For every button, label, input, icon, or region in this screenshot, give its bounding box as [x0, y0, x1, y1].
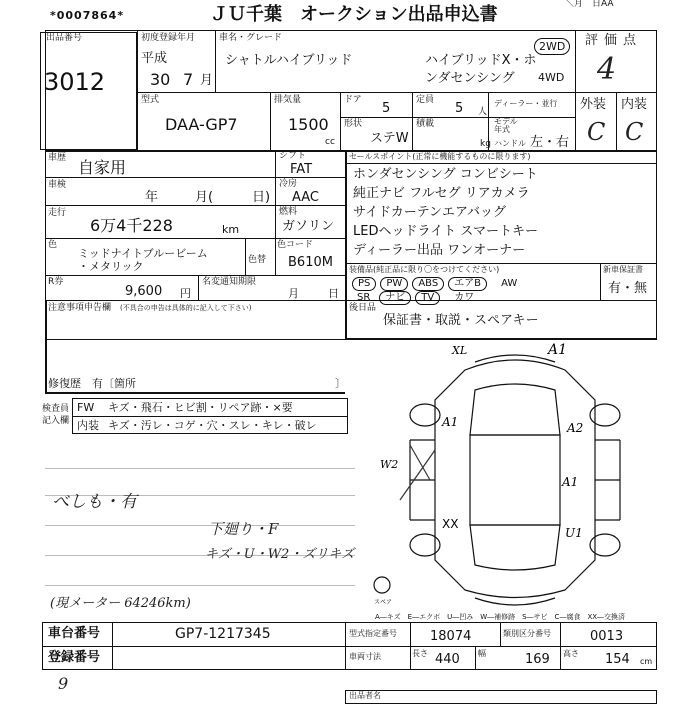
first-reg-month: 7	[183, 70, 194, 89]
equip-pw: PW	[380, 277, 408, 291]
spare-label: スペア	[374, 599, 393, 606]
lot-label: 出品番号	[46, 33, 83, 43]
interior-items: キズ・汚レ・コゲ・穴・スレ・キレ・破レ	[108, 419, 317, 432]
sales-point-5: ディーラー出品 ワンオーナー	[353, 243, 526, 258]
type-designation-value: 18074	[430, 629, 472, 644]
footer-box	[345, 690, 657, 704]
barcode-id: *0007864*	[50, 9, 125, 22]
diagram-mark-a2: A2	[567, 421, 584, 435]
rating-label: 評価点	[585, 33, 643, 48]
history-value: 自家用	[78, 158, 127, 177]
car-name-label: 車名・グレード	[219, 33, 283, 43]
first-reg-era: 平成	[141, 51, 168, 66]
height-label: 高さ	[563, 649, 579, 658]
interior-inspect-label: 内装	[77, 419, 99, 432]
type-designation-label: 型式指定番号	[349, 629, 397, 638]
length-label: 長さ	[412, 649, 428, 658]
doors-value: 5	[382, 101, 391, 116]
notes-sublabel: (不具合の申告は具体的に記入して下さい)	[120, 304, 252, 312]
rating-value: 4	[597, 52, 617, 87]
doors-label: ドア	[344, 95, 362, 105]
color-label: 色	[48, 240, 58, 250]
displacement-unit: cc	[325, 137, 335, 147]
repair-close: 〕	[335, 377, 346, 390]
handwritten-note-3: キズ・U・W2・ズリキズ	[205, 547, 355, 562]
mileage-value: 6万4千228	[90, 216, 173, 235]
dealer-label: ディーラー・並行	[494, 99, 558, 108]
mileage-unit: km	[222, 223, 240, 236]
lot-number: 3012	[44, 68, 106, 96]
inspection-label: 車検	[48, 180, 67, 190]
name-change-day: 日	[328, 287, 339, 300]
equip-navi: ナビ	[379, 291, 411, 305]
form-title: ＪＵ千葉 オークション出品申込書	[210, 4, 498, 25]
dims-label: 車両寸法	[349, 652, 381, 661]
dims-unit: cm	[640, 657, 653, 666]
notes-label: 注意事項申告欄	[48, 303, 112, 313]
shape-value: ステW	[370, 131, 409, 146]
extras-label: 後日品	[349, 303, 377, 313]
drive-2wd: 2WD	[534, 38, 570, 55]
width-value: 169	[525, 652, 550, 667]
history-label: 車歴	[48, 153, 67, 163]
height-value: 154	[605, 652, 630, 667]
diagram-mark-xl: XL	[452, 344, 468, 357]
fuel-value: ガソリン	[282, 219, 335, 234]
exterior-value: C	[587, 118, 606, 146]
handwritten-note-4: (現メーター 64246km)	[50, 596, 191, 611]
diagram-mark-a1-right: A1	[562, 475, 579, 489]
displacement-value: 1500	[288, 115, 329, 134]
inspection-day: 日)	[252, 190, 271, 205]
inspection-year: 年	[145, 190, 159, 205]
load-unit: kg	[480, 139, 491, 149]
repair-value: 有〔箇所	[92, 377, 136, 390]
grade-line2: ンダセンシング	[425, 71, 515, 86]
model-label: 型式	[141, 95, 160, 105]
equip-aw: AW	[501, 278, 518, 289]
repair-label: 修復歴	[48, 377, 81, 390]
registration-label: 登録番号	[48, 650, 101, 665]
category-label: 類別区分番号	[503, 629, 551, 638]
date-corner: ＼月 日AA	[565, 0, 614, 9]
inspector-label: 検査員記入欄	[42, 404, 70, 426]
car-damage-diagram	[370, 340, 660, 615]
equip-sr: SR	[357, 292, 371, 303]
diagram-mark-xx: XX	[442, 517, 459, 531]
name-change-label: 名変通知期限	[202, 277, 257, 287]
sales-point-1: ホンダセンシング コンビシート	[353, 167, 538, 182]
color-code-label: 色コード	[277, 240, 314, 250]
shape-label: 形状	[344, 119, 363, 129]
diagram-mark-u1: U1	[565, 526, 583, 540]
fw-label: FW	[77, 401, 95, 414]
recycle-value: 9,600	[125, 284, 163, 299]
sales-point-2: 純正ナビ フルセグ リアカメラ	[353, 186, 530, 201]
handwritten-note-2: 下廻り・F	[208, 520, 279, 538]
diagram-mark-w2: W2	[380, 458, 399, 471]
color-line1: ミッドナイトブルービーム	[78, 247, 208, 260]
aircon-value: AAC	[292, 190, 319, 205]
first-reg-month-unit: 月	[200, 73, 214, 88]
handwritten-note-1: べしも・有	[52, 492, 137, 512]
fw-items: キズ・飛石・ヒビ割・リペア跡・×要	[108, 401, 293, 414]
handle-label: ハンドル	[494, 139, 526, 148]
car-name: シャトルハイブリッド	[225, 53, 353, 68]
shift-value: FAT	[290, 162, 313, 177]
drive-4wd: 4WD	[538, 71, 565, 84]
sales-point-4: LEDヘッドライト スマートキー	[353, 224, 538, 239]
equip-ps: PS	[352, 277, 376, 291]
length-value: 440	[435, 652, 460, 667]
sales-point-3: サイドカーテンエアバッグ	[353, 205, 507, 220]
footer-mark: 9	[58, 674, 69, 693]
capacity-label: 定員	[416, 95, 435, 105]
chassis-label: 車台番号	[48, 626, 101, 641]
aircon-label: 冷房	[279, 179, 298, 189]
displacement-label: 排気量	[274, 95, 302, 105]
chassis-value: GP7-1217345	[175, 626, 271, 642]
equip-abs: ABS	[412, 277, 444, 291]
interior-label: 内装	[621, 97, 648, 112]
sales-points-label: セールスポイント(正常に機能するものに限ります)	[349, 152, 531, 161]
width-label: 幅	[478, 649, 486, 658]
equip-airbag: エアB	[448, 277, 487, 291]
model-year-label: モデル年式	[494, 117, 518, 134]
equipment-row1	[352, 277, 517, 291]
color-code-value: B610M	[288, 255, 333, 270]
equip-leather: カワ	[454, 292, 475, 303]
name-change-month: 月	[288, 287, 299, 300]
grade-line1: ハイブリッドX・ホ	[425, 53, 537, 68]
diagram-mark-a1-top: A1	[548, 342, 568, 358]
capacity-value: 5	[455, 101, 464, 116]
equipment-label: 装備品(純正品に限り〇をつけてください)	[349, 265, 500, 274]
first-reg-label: 初度登録年月	[141, 33, 196, 43]
exterior-label: 外装	[580, 97, 607, 112]
load-label: 積載	[416, 119, 435, 129]
footer-label: 出品者名	[349, 691, 381, 700]
damage-legend: A―キズ E―エクボ U―凹み W―補修跡 S―サビ C―腐食 XX―交換済	[375, 613, 626, 621]
color-line2: ・メタリック	[78, 260, 144, 273]
category-value: 0013	[590, 629, 624, 644]
diagram-mark-a1-left: A1	[442, 415, 459, 429]
new-car-warranty-label: 新車保証書	[603, 265, 643, 274]
model-value: DAA-GP7	[165, 115, 238, 134]
shift-label: シフト	[279, 151, 307, 161]
mileage-label: 走行	[48, 208, 67, 218]
recycle-label: R券	[48, 277, 64, 287]
extras-value: 保証書・取説・スペアキー	[383, 313, 539, 328]
new-car-warranty-value: 有・無	[608, 281, 648, 296]
inspection-month: 月(	[195, 190, 214, 205]
fuel-label: 燃料	[279, 207, 298, 217]
interior-value: C	[625, 118, 644, 146]
equip-tv: TV	[415, 291, 440, 305]
color-change-label: 色替	[248, 255, 267, 265]
recycle-unit: 円	[180, 287, 191, 300]
handle-value: 左・右	[530, 135, 570, 150]
first-reg-year: 30	[150, 70, 171, 89]
capacity-unit: 人	[478, 107, 488, 117]
